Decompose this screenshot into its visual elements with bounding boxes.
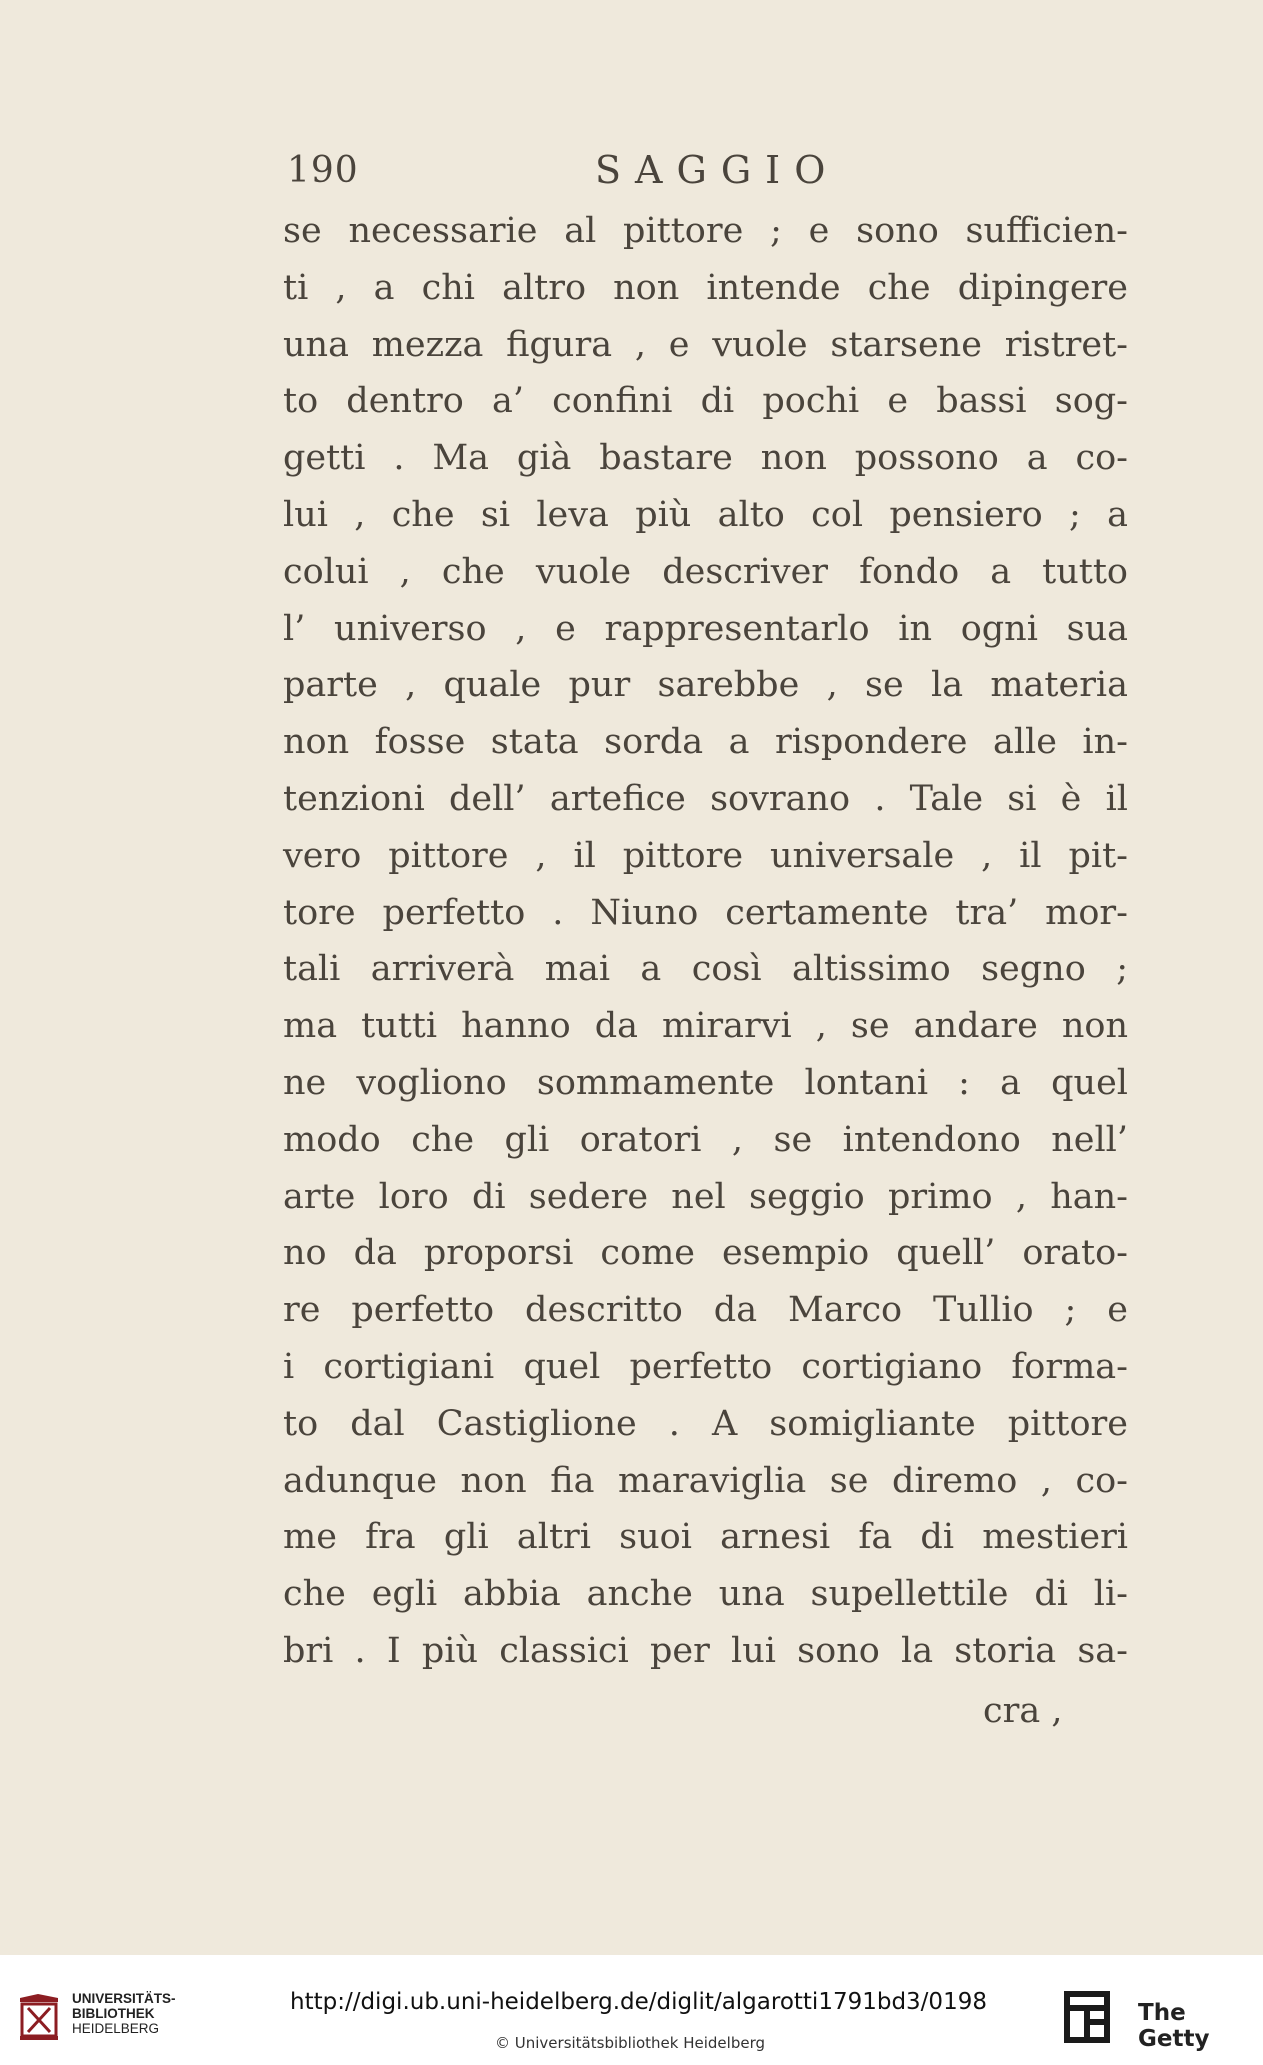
text-line: to dentro a’ confini di pochi e bassi sog-: [283, 381, 1128, 422]
page-header: [287, 138, 840, 198]
text-line: ti , a chi altro non intende che dipingere: [283, 267, 1128, 308]
text-line: arte loro di sedere nel seggio primo , han-: [283, 1176, 1128, 1217]
library-name: [72, 1991, 176, 2036]
university-library-logo-icon: [16, 1992, 62, 2042]
text-line: bri . I più classici per lui sono la storia sa-: [283, 1630, 1128, 1671]
library-name-line: UNIVERSITÄTS-: [72, 1991, 176, 2006]
text-line: vero pittore , il pittore universale , il pit-: [283, 835, 1128, 876]
text-line: ma tutti hanno da mirarvi , se andare non: [283, 1006, 1128, 1047]
text-line: l’ universo , e rappresentarlo in ogni sua: [283, 608, 1128, 649]
text-line: tore perfetto . Niuno certamente tra’ mor-: [283, 892, 1128, 933]
text-line: tenzioni dell’ artefice sovrano . Tale si è il: [283, 778, 1128, 819]
text-line: colui , che vuole descriver fondo a tutto: [283, 551, 1128, 592]
text-line: lui , che si leva più alto col pensiero ; a: [283, 494, 1128, 535]
text-line: getti . Ma già bastare non possono a co-: [283, 438, 1128, 479]
page-number: 190: [287, 150, 359, 191]
text-line: me fra gli altri suoi arnesi fa di mestieri: [283, 1517, 1128, 1558]
getty-logo-icon: [1062, 1989, 1112, 2045]
catchword: cra ,: [983, 1691, 1063, 1731]
text-line: to dal Castiglione . A somigliante pittore: [283, 1403, 1128, 1444]
text-line: i cortigiani quel perfetto cortigiano forma-: [283, 1346, 1128, 1387]
running-title: SAGGIO: [595, 148, 840, 192]
body-text: [283, 203, 1128, 1680]
text-line: re perfetto descritto da Marco Tullio ; e: [283, 1290, 1128, 1331]
getty-label: The Getty: [1138, 2000, 1210, 2052]
text-line: modo che gli oratori , se intendono nell’: [283, 1119, 1128, 1160]
text-line: che egli abbia anche una supellettile di li-: [283, 1574, 1128, 1615]
text-line: tali arriverà mai a così altissimo segno ;: [283, 949, 1128, 990]
text-line: adunque non fia maraviglia se diremo , co-: [283, 1460, 1128, 1501]
text-line: una mezza figura , e vuole starsene ristret-: [283, 324, 1128, 365]
text-line: se necessarie al pittore ; e sono sufficien-: [283, 211, 1128, 251]
text-line: no da proporsi come esempio quell’ orato-: [283, 1233, 1128, 1274]
footer: [0, 1955, 1263, 2065]
text-line: ne vogliono sommamente lontani : a quel: [283, 1062, 1128, 1103]
copyright-text: © Universitätsbibliothek Heidelberg: [495, 2034, 766, 2052]
text-line: non fosse stata sorda a rispondere alle in-: [283, 722, 1128, 763]
permalink-url[interactable]: http://digi.ub.uni-heidelberg.de/diglit/algarotti1791bd3/0198: [290, 1989, 987, 2015]
library-name-line: BIBLIOTHEK: [72, 2006, 155, 2021]
library-name-line: HEIDELBERG: [72, 2021, 160, 2036]
text-line: parte , quale pur sarebbe , se la materia: [283, 665, 1128, 706]
